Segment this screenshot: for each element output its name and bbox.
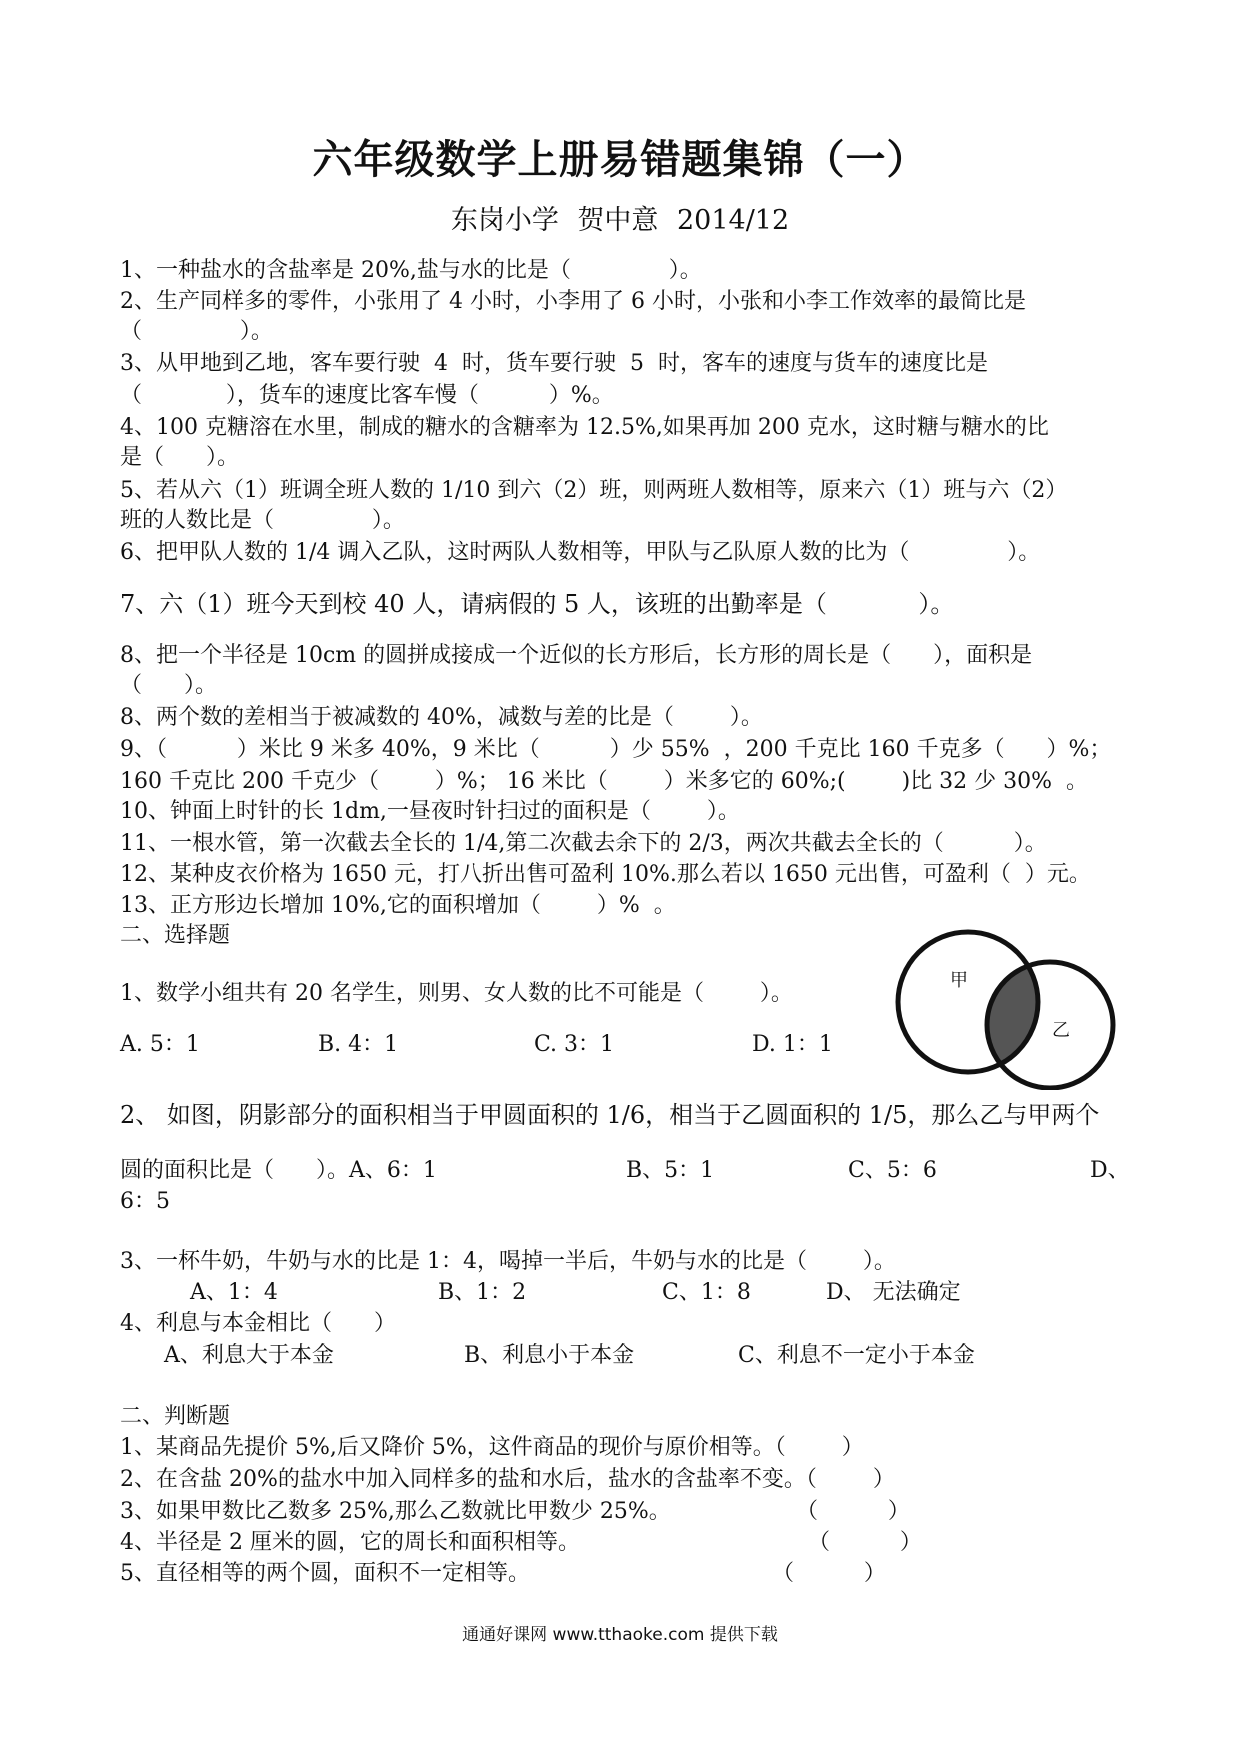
choice-4-option-c: C、利息不一定小于本金 xyxy=(738,1343,975,1368)
question-fill-4: 4、100 克糖溶在水里，制成的糖水的含糖率为 12.5%,如果再加 200 克水，这时糖与糖水的比 xyxy=(120,415,1049,440)
question-choice-3: 3、一杯牛奶，牛奶与水的比是 1：4，喝掉一半后，牛奶与水的比是（ ）。 xyxy=(120,1249,896,1274)
question-choice-2-cont: 圆的面积比是（ ）。A、6：1 xyxy=(120,1158,437,1183)
question-fill-8-cont: （ ）。 xyxy=(120,673,217,698)
question-fill-3: 3、从甲地到乙地，客车要行驶 4 时，货车要行驶 5 时，客车的速度与货车的速度比是 xyxy=(120,351,988,376)
venn-label-jia: 甲 xyxy=(950,970,968,991)
venn-label-yi: 乙 xyxy=(1052,1020,1070,1041)
question-fill-8: 8、把一个半径是 10cm 的圆拼成接成一个近似的长方形后，长方形的周长是（ ），面积是 xyxy=(120,643,1033,668)
question-fill-3-cont: （ ），货车的速度比客车慢（ ）%。 xyxy=(120,383,614,408)
question-fill-5-cont: 班的人数比是（ ）。 xyxy=(120,508,405,533)
venn-diagram xyxy=(890,920,1130,1090)
choice-4-option-b: B、利息小于本金 xyxy=(464,1343,635,1368)
question-choice-1: 1、数学小组共有 20 名学生，则男、女人数的比不可能是（ ）。 xyxy=(120,981,793,1006)
page-subtitle: 东岗小学 贺中意 2014/12 xyxy=(450,205,790,236)
choice-1-option-d: D. 1：1 xyxy=(752,1032,833,1057)
choice-1-option-a: A. 5：1 xyxy=(120,1032,200,1057)
choice-2-option-d-value: 6：5 xyxy=(120,1189,170,1214)
question-fill-2: 2、生产同样多的零件，小张用了 4 小时，小李用了 6 小时，小张和小李工作效率的最简比是 xyxy=(120,289,1026,314)
page-title: 六年级数学上册易错题集锦（一） xyxy=(312,137,928,183)
choice-1-option-b: B. 4：1 xyxy=(318,1032,399,1057)
choice-3-option-c: C、1：8 xyxy=(662,1280,751,1305)
question-fill-10: 10、钟面上时针的长 1dm,一昼夜时针扫过的面积是（ ）。 xyxy=(120,799,740,824)
judge-5-answer-paren: （ ） xyxy=(772,1561,886,1586)
question-fill-12: 12、某种皮衣价格为 1650 元，打八折出售可盈利 10%.那么若以 1650 元出售，可盈利（ ）元。 xyxy=(120,862,1091,887)
judge-3-answer-paren: （ ） xyxy=(796,1499,910,1524)
choice-1-option-c: C. 3：1 xyxy=(534,1032,615,1057)
question-fill-13: 13、正方形边长增加 10%,它的面积增加（ ）% 。 xyxy=(120,893,676,918)
question-choice-2: 2、 如图，阴影部分的面积相当于甲圆面积的 1/6，相当于乙圆面积的 1/5，那么乙与甲两个 xyxy=(120,1101,1100,1129)
question-choice-4: 4、利息与本金相比（ ） xyxy=(120,1311,396,1336)
question-fill-11: 11、一根水管，第一次截去全长的 1/4,第二次截去余下的 2/3，两次共截去全长的（ ）。 xyxy=(120,831,1047,856)
choice-4-option-a: A、利息大于本金 xyxy=(164,1343,334,1368)
choice-3-option-a: A、1：4 xyxy=(190,1280,278,1305)
choice-2-option-c: C、5：6 xyxy=(848,1158,937,1183)
question-fill-2-cont: （ ）。 xyxy=(120,319,273,344)
choice-3-option-d: D、 无法确定 xyxy=(826,1280,961,1305)
judge-heading: 二、判断题 xyxy=(120,1404,231,1429)
question-fill-9: 9、（ ）米比 9 米多 40%，9 米比（ ）少 55% ，200 千克比 160 千克多（ ）%； xyxy=(120,737,1112,762)
choice-2-option-d: D、 xyxy=(1090,1158,1130,1183)
question-judge-5: 5、直径相等的两个圆，面积不一定相等。 xyxy=(120,1561,530,1586)
question-judge-1: 1、某商品先提价 5%,后又降价 5%，这件商品的现价与原价相等。（ ） xyxy=(120,1435,864,1460)
question-judge-3: 3、如果甲数比乙数多 25%,那么乙数就比甲数少 25%。 xyxy=(120,1499,671,1524)
question-fill-8b: 8、两个数的差相当于被减数的 40%，减数与差的比是（ ）。 xyxy=(120,705,763,730)
question-fill-9-cont: 160 千克比 200 千克少（ ）%； 16 米比（ ）米多它的 60%;( )比 32 少 30% 。 xyxy=(120,769,1089,794)
question-fill-4-cont: 是（ ）。 xyxy=(120,445,239,470)
question-fill-6: 6、把甲队人数的 1/4 调入乙队，这时两队人数相等，甲队与乙队原人数的比为（ ）。 xyxy=(120,540,1041,565)
page-footer: 通通好课网 www.tthaoke.com 提供下载 xyxy=(462,1625,778,1645)
question-fill-5: 5、若从六（1）班调全班人数的 1/10 到六（2）班，则两班人数相等，原来六（1）班与六（2） xyxy=(120,478,1068,503)
choice-2-option-b: B、5：1 xyxy=(626,1158,715,1183)
judge-4-answer-paren: （ ） xyxy=(808,1530,922,1555)
question-judge-2: 2、在含盐 20%的盐水中加入同样多的盐和水后，盐水的含盐率不变。（ ） xyxy=(120,1467,895,1492)
choice-heading: 二、选择题 xyxy=(120,923,231,948)
question-judge-4: 4、半径是 2 厘米的圆，它的周长和面积相等。 xyxy=(120,1530,580,1555)
question-fill-1: 1、一种盐水的含盐率是 20%,盐与水的比是（ ）。 xyxy=(120,258,702,283)
question-fill-7: 7、六（1）班今天到校 40 人，请病假的 5 人，该班的出勤率是（ ）。 xyxy=(120,590,955,618)
choice-3-option-b: B、1：2 xyxy=(438,1280,527,1305)
